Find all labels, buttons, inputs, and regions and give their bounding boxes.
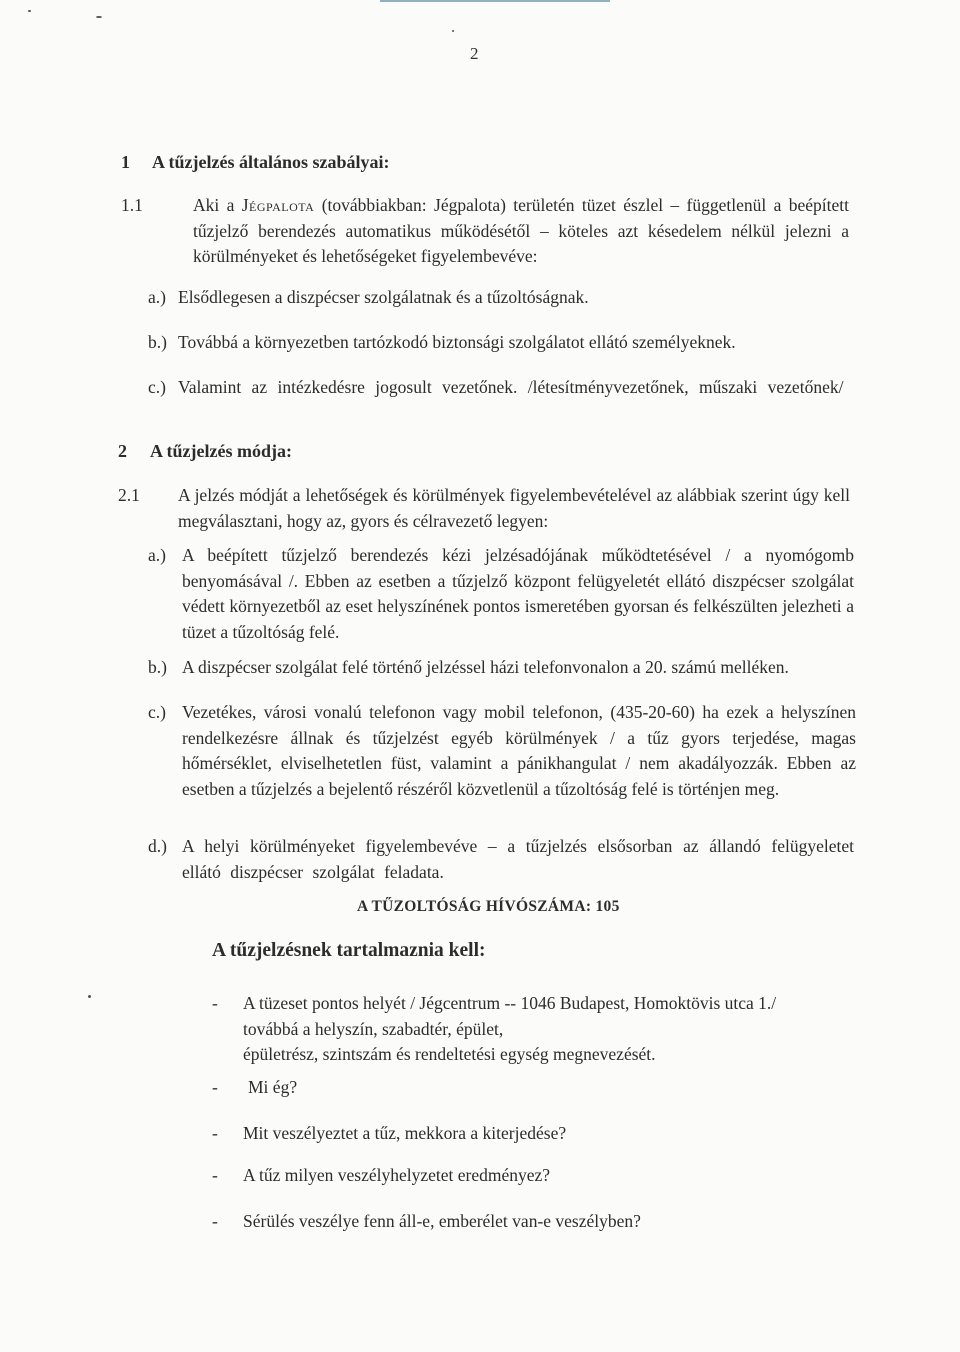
- list-item-line: továbbá a helyszín, szabadtér, épület,: [243, 1018, 504, 1039]
- list-item-danger: A tűz milyen veszélyhelyzetet eredményez?: [243, 1165, 551, 1185]
- list-bullet: -: [212, 1211, 218, 1231]
- point-2-c-label: c.): [148, 702, 166, 722]
- item-2-1-text: A jelzés módját a lehetőségek és körülmények figyelembevételével az alábbiak szerint úgy kell megválasztani, hogy az, gyors és célravezető legyen:: [178, 485, 850, 531]
- item-1-1-number: 1.1: [121, 195, 143, 215]
- scan-speck: [88, 995, 91, 998]
- point-2-a-label: a.): [148, 545, 166, 565]
- list-item-line: A tüzeset pontos helyét / Jégcentrum -- 1046 Budapest, Homoktövis utca 1./: [243, 993, 777, 1013]
- section-1-title: A tűzjelzés általános szabályai:: [152, 152, 390, 172]
- point-2-c-text: Vezetékes, városi vonalú telefonon vagy mobil telefonon, (435-20-60) ha ezek a helyszínen rendelkezésre állnak és tűzjelzést egyéb körülmények / a tűz gyors terjedése, magas hőmérséklet, elviselhetetlen füst, valamint a pánikhangulat / nem akadályozzák. Ebben az esetben a tűzjelzés a bejelentő részéről közvetlenül a tűzoltóság felé is történjen meg.: [182, 702, 856, 799]
- point-2-a-text: A beépített tűzjelző berendezés kézi jelzésadójának működtetésével / a nyomógomb benyomásával /. Ebben az esetben a tűzjelző központ felügyeletét ellátó diszpécser szolgálat védett környezetből az eset helyszínének pontos ismeretében gyorsan és felkészülten jelezheti a tüzet a tűzoltóság felé.: [182, 545, 854, 642]
- fire-brigade-hotline: A TŰZOLTÓSÁG HÍVÓSZÁMA: 105: [357, 898, 620, 915]
- point-1-a-label: a.): [148, 287, 166, 307]
- section-1-number: 1: [121, 152, 130, 172]
- scan-speck: [452, 30, 454, 32]
- page-number: 2: [470, 44, 479, 63]
- list-bullet: -: [212, 993, 218, 1013]
- report-content-title: A tűzjelzésnek tartalmaznia kell:: [212, 940, 486, 961]
- point-1-c-text: Valamint az intézkedésre jogosult vezetőnek. /létesítményvezetőnek, műszaki vezetőnek/: [178, 377, 844, 397]
- point-2-b-label: b.): [148, 657, 167, 677]
- point-2-b-text: A diszpécser szolgálat felé történő jelzéssel házi telefonvonalon a 20. számú melléken.: [182, 657, 789, 677]
- scan-speck: [28, 10, 31, 12]
- item-2-1-number: 2.1: [118, 485, 140, 505]
- item-1-1-paragraph: [193, 193, 849, 270]
- list-bullet: -: [212, 1077, 218, 1097]
- list-item-location: [243, 991, 863, 1068]
- list-item-injury: Sérülés veszélye fenn áll-e, emberélet van-e veszélyben?: [243, 1211, 641, 1231]
- point-1-b-label: b.): [148, 332, 167, 352]
- list-bullet: -: [212, 1123, 218, 1143]
- list-item-what-burns: Mi ég?: [248, 1077, 298, 1097]
- scan-edge-mark: [380, 0, 610, 2]
- point-1-b-text: Továbbá a környezetben tartózkodó biztonsági szolgálatot ellátó személyeknek.: [178, 332, 736, 352]
- scan-speck: [96, 16, 102, 18]
- list-item-threat: Mit veszélyeztet a tűz, mekkora a kiterjedése?: [243, 1123, 567, 1143]
- point-2-d-label: d.): [148, 836, 167, 856]
- point-1-a-text: Elsődlegesen a diszpécser szolgálatnak és a tűzoltóságnak.: [178, 287, 589, 307]
- list-item-line: épületrész, szintszám és rendeltetési egység megnevezését.: [243, 1044, 656, 1064]
- item-1-1-text-after: (továbbiakban: Jégpalota) területén tüzet észlel – függetlenül a beépített tűzjelző berendezés automatikus működésétől – köteles azt késedelem nélkül jelezni a körülményeket és lehetőségeket figyelembevéve:: [193, 195, 849, 266]
- jegpalota-name: Jégpalota: [241, 195, 315, 215]
- point-1-c-label: c.): [148, 377, 166, 397]
- section-2-title: A tűzjelzés módja:: [150, 441, 292, 461]
- item-1-1-text-before: Aki a: [193, 195, 242, 215]
- section-2-number: 2: [118, 441, 127, 461]
- list-bullet: -: [212, 1165, 218, 1185]
- point-2-d-text: A helyi körülményeket figyelembevéve – a tűzjelzés elsősorban az állandó felügyeletet ellátó diszpécser szolgálat feladata.: [182, 836, 854, 882]
